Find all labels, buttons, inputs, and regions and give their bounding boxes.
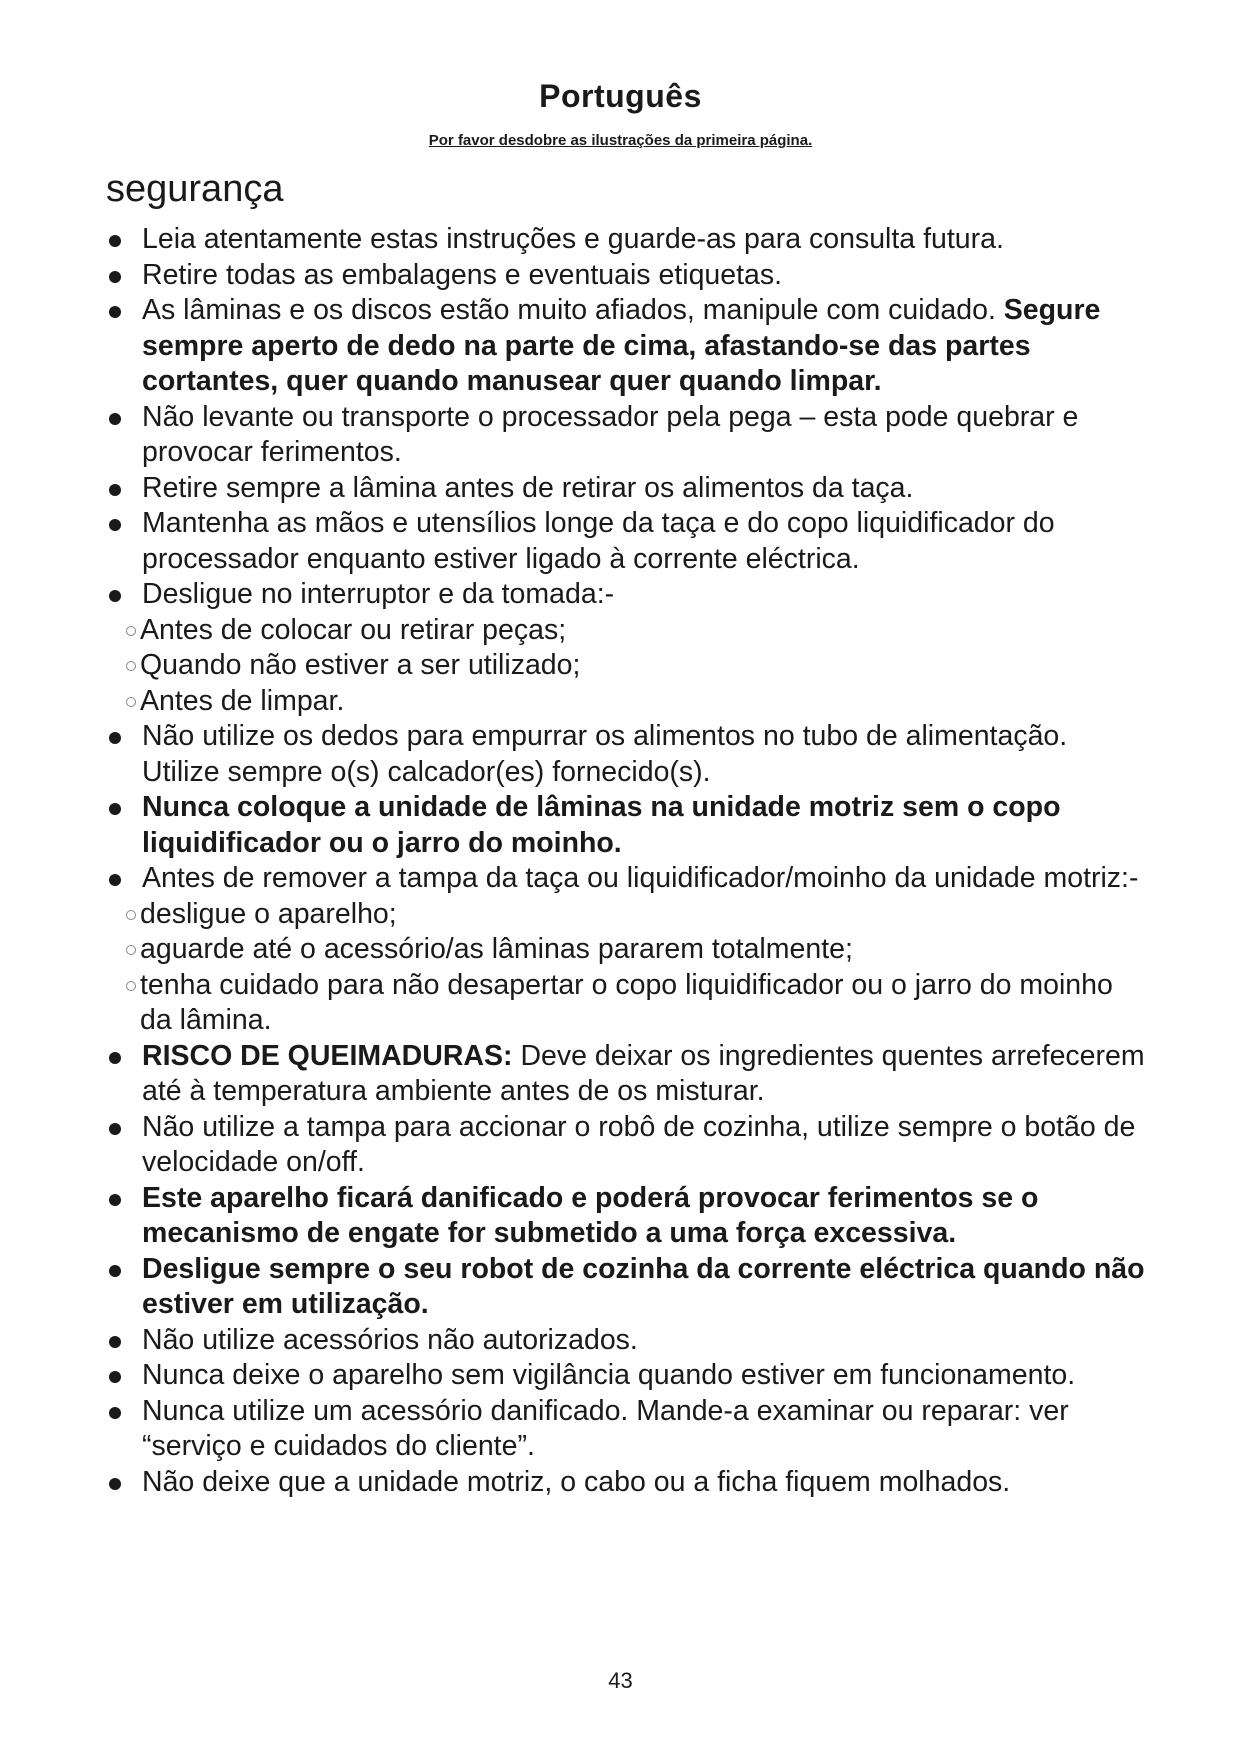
page-number: 43: [608, 1668, 633, 1693]
sub-list-item: aguarde até o acessório/as lâminas pararem totalmente;: [106, 932, 1146, 968]
list-item: Este aparelho ficará danificado e poderá provocar ferimentos se o mecanismo de engate for submetido a uma força excessiva.: [106, 1181, 1146, 1252]
list-item: Retire sempre a lâmina antes de retirar os alimentos da taça.: [106, 471, 1146, 507]
bold-warning: Segure sempre aperto de dedo na parte de cima, afastando-se das partes cortantes, quer quando manusear quer quando limpar.: [142, 294, 1101, 397]
bullet-icon: [109, 306, 121, 318]
bullet-icon: [109, 590, 121, 602]
bullet-icon: [109, 803, 121, 815]
bullet-icon: [109, 732, 121, 744]
bullet-icon: [109, 874, 121, 886]
sub-list-item: Antes de limpar.: [106, 684, 1146, 720]
bullet-icon: [109, 1052, 121, 1064]
list-item: Leia atentamente estas instruções e guarde-as para consulta futura.: [106, 222, 1146, 258]
sub-list-item: Quando não estiver a ser utilizado;: [106, 648, 1146, 684]
safety-list: [106, 222, 1146, 1500]
list-item: As lâminas e os discos estão muito afiados, manipule com cuidado. Segure sempre aperto de dedo na parte de cima, afastando-se das partes cortantes, quer quando manusear quer quando limpar.: [106, 293, 1146, 400]
list-item: Desligue sempre o seu robot de cozinha da corrente eléctrica quando não estiver em utilização.: [106, 1252, 1146, 1323]
sub-list-item: tenha cuidado para não desapertar o copo liquidificador ou o jarro do moinho da lâmina.: [106, 968, 1146, 1039]
circle-bullet-icon: [126, 981, 136, 991]
list-item: Nunca deixe o aparelho sem vigilância quando estiver em funcionamento.: [106, 1358, 1146, 1394]
list-item: Não deixe que a unidade motriz, o cabo ou a ficha fiquem molhados.: [106, 1465, 1146, 1501]
list-item: Mantenha as mãos e utensílios longe da taça e do copo liquidificador do processador enquanto estiver ligado à corrente eléctrica.: [106, 506, 1146, 577]
list-item: Nunca coloque a unidade de lâminas na unidade motriz sem o copo liquidificador ou o jarro do moinho.: [106, 790, 1146, 861]
language-heading: Português: [539, 78, 702, 114]
bullet-icon: [109, 1407, 121, 1419]
circle-bullet-icon: [126, 697, 136, 707]
list-item: Nunca utilize um acessório danificado. Mande-a examinar ou reparar: ver “serviço e cuidados do cliente”.: [106, 1394, 1146, 1465]
bullet-icon: [109, 1265, 121, 1277]
bullet-icon: [109, 1336, 121, 1348]
bullet-icon: [109, 413, 121, 425]
bullet-icon: [109, 1194, 121, 1206]
bullet-icon: [109, 1478, 121, 1490]
unfold-instruction: Por favor desdobre as ilustrações da primeira página.: [428, 132, 813, 149]
list-item: Não utilize acessórios não autorizados.: [106, 1323, 1146, 1359]
bullet-icon: [109, 1371, 121, 1383]
list-item: Desligue no interruptor e da tomada:-: [106, 577, 1146, 613]
bullet-icon: [109, 519, 121, 531]
list-item: Não utilize os dedos para empurrar os alimentos no tubo de alimentação. Utilize sempre o(s) calcador(es) fornecido(s).: [106, 719, 1146, 790]
list-item: Antes de remover a tampa da taça ou liquidificador/moinho da unidade motriz:-: [106, 861, 1146, 897]
sub-list-item: Antes de colocar ou retirar peças;: [106, 613, 1146, 649]
circle-bullet-icon: [126, 945, 136, 955]
circle-bullet-icon: [126, 910, 136, 920]
bullet-icon: [109, 235, 121, 247]
sub-list-item: desligue o aparelho;: [106, 897, 1146, 933]
section-title: segurança: [106, 168, 284, 210]
bullet-icon: [109, 484, 121, 496]
burn-risk-label: RISCO DE QUEIMADURAS:: [142, 1039, 513, 1072]
circle-bullet-icon: [126, 626, 136, 636]
bullet-icon: [109, 271, 121, 283]
list-item: Não levante ou transporte o processador pela pega – esta pode quebrar e provocar ferimentos.: [106, 400, 1146, 471]
circle-bullet-icon: [126, 661, 136, 671]
list-item: RISCO DE QUEIMADURAS: Deve deixar os ingredientes quentes arrefecerem até à temperatura ambiente antes de os misturar.: [106, 1039, 1146, 1110]
list-item: Retire todas as embalagens e eventuais etiquetas.: [106, 258, 1146, 294]
bullet-icon: [109, 1123, 121, 1135]
list-item: Não utilize a tampa para accionar o robô de cozinha, utilize sempre o botão de velocidade on/off.: [106, 1110, 1146, 1181]
